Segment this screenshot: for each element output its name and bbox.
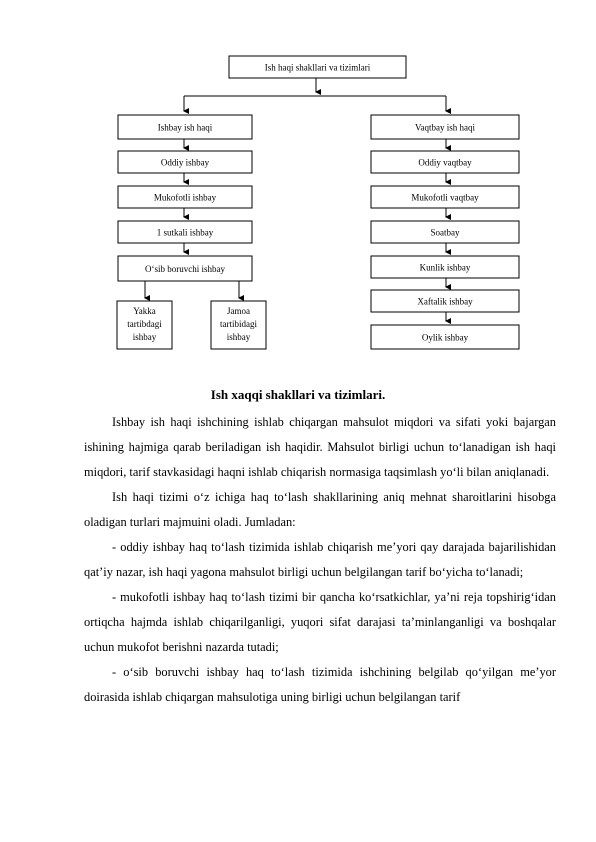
bonus-time-rate-label: Mukofotli vaqtbay: [411, 192, 479, 203]
piece-rate-column: [117, 115, 266, 349]
individual-piece-rate-line3: ishbay: [132, 332, 157, 342]
team-piece-rate-line2: tartibidagi: [220, 319, 257, 329]
weekly-rate-label: Xaftalik ishbay: [417, 296, 473, 307]
paragraph: - mukofotli ishbay haq to‘lash tizimi bir qancha ko‘rsatkichlar, ya’ni reja topshirig‘idan ortiqcha hajmda ishlab chiqarilganligi, yuqori sifat darajasi ta’minlanganligi va boshqalar uchun mukofot berishni nazarda tutadi;: [84, 590, 556, 654]
monthly-rate-label: Oylik ishbay: [421, 332, 469, 343]
piece-rate-head-label: Ishbay ish haqi: [157, 122, 213, 133]
paragraph: Ish haqi tizimi o‘z ichiga haq to‘lash shakllarining aniq mehnat sharoitlarini hisobga oladigan turlari majmuini oladi. Jumladan:: [84, 490, 556, 529]
paragraph: - o‘sib boruvchi ishbay haq to‘lash tizimida ishchining belgilab qo‘yilgan me’yor doirasida ishlab chiqargan mahsulotiga uning birligi uchun belgilangan tarif: [84, 665, 556, 704]
paragraph: Ishbay ish haqi ishchining ishlab chiqargan mahsulot miqdori va sifati yoki bajargan ishining hajmiga qarab beriladigan ish haqidir. Mahsulot birligi uchun to‘lanadigan ish haqi miqdori, tarif stavkasidagi haqni ishlab chiqarish normasiga taqsimlash yo‘li bilan aniqlanadi.: [84, 415, 556, 479]
individual-piece-rate-line1: Yakka: [133, 306, 156, 316]
hourly-rate-label: Soatbay: [430, 227, 460, 238]
daily-rate-label: Kunlik ishbay: [419, 262, 471, 273]
root-box: [229, 56, 406, 78]
root-label: Ish haqi shakllari va tizimlari: [264, 62, 371, 73]
time-rate-column: [371, 115, 519, 349]
individual-piece-rate-line2: tartibdagi: [127, 319, 162, 329]
body-text: [84, 410, 556, 710]
paragraph: - oddiy ishbay haq to‘lash tizimida ishlab chiqarish me’yori qay darajada bajarilishidan qat’iy nazar, ish haqi yagona mahsulot birligi uchun belgilangan tarif bo‘yicha to‘lanadi;: [84, 540, 556, 579]
team-piece-rate-line1: Jamoa: [227, 306, 250, 316]
wage-systems-diagram: [0, 0, 596, 380]
bonus-piece-rate-label: Mukofotli ishbay: [153, 192, 217, 203]
team-piece-rate-line3: ishbay: [226, 332, 251, 342]
daily-piece-rate-label: 1 sutkali ishbay: [156, 227, 214, 238]
figure-caption: Ish xaqqi shakllari va tizimlari.: [210, 387, 386, 402]
simple-time-rate-label: Oddiy vaqtbay: [418, 157, 472, 168]
time-rate-head-label: Vaqtbay ish haqi: [415, 122, 475, 133]
progressive-piece-rate-label: O‘sib boruvchi ishbay: [145, 264, 225, 274]
simple-piece-rate-label: Oddiy ishbay: [160, 157, 210, 168]
